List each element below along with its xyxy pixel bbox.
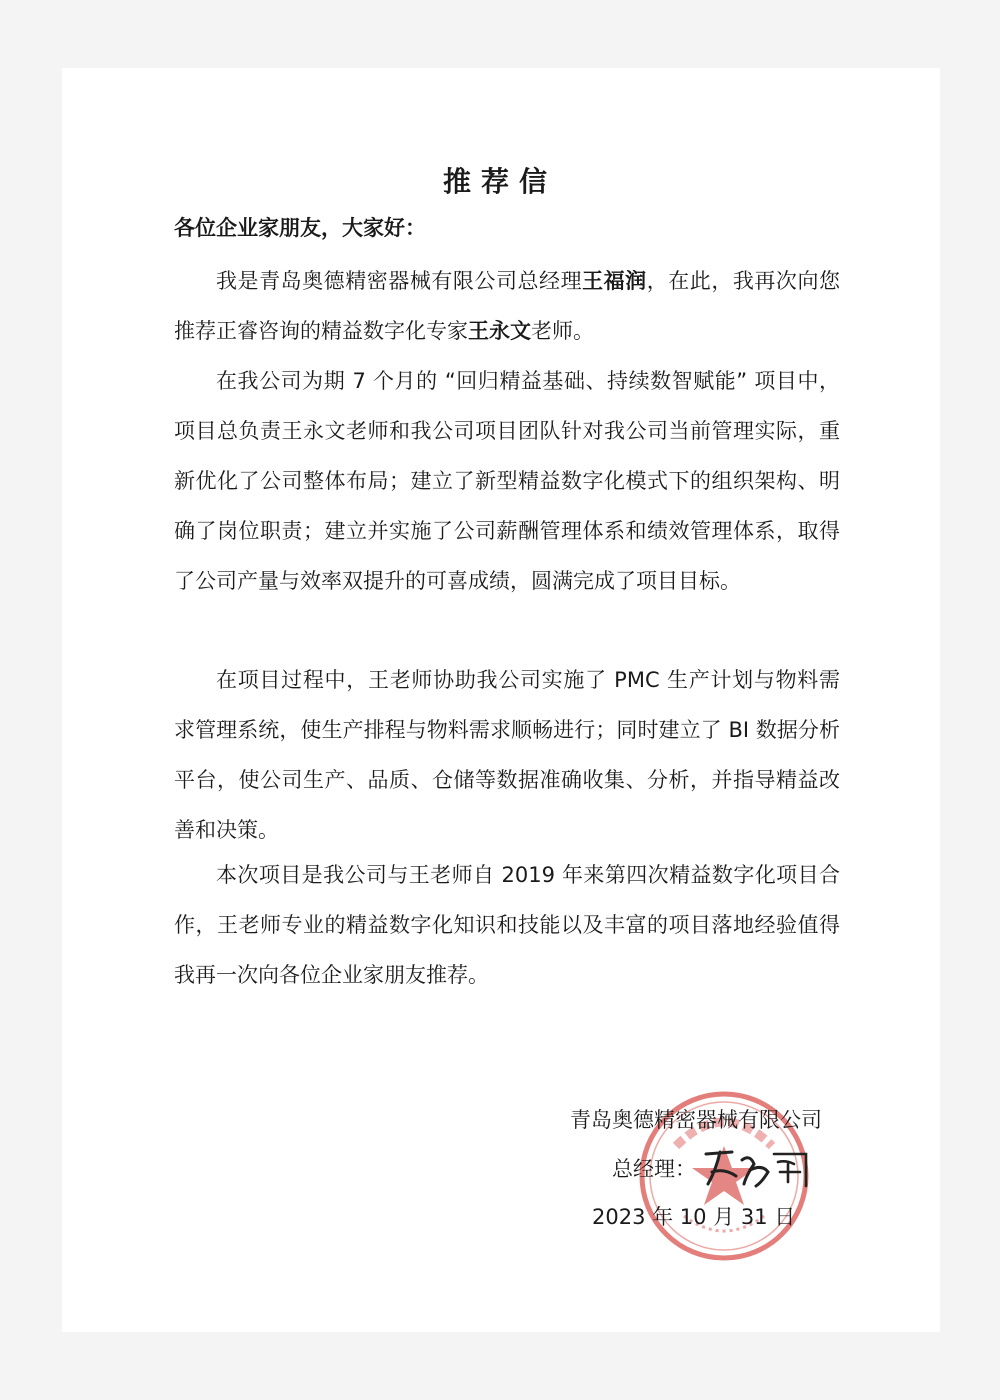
handwritten-signature-icon: [702, 1146, 814, 1190]
paragraph-systems: 在项目过程中，王老师协助我公司实施了 PMC 生产计划与物料需求管理系统，使生产排程与物料需求顺畅进行；同时建立了 BI 数据分析平台，使公司生产、品质、仓储等数据准确收集、分析，并指导精益改善和决策。: [174, 668, 840, 842]
intro-text-e: 老师。: [531, 319, 594, 343]
paragraph-intro: [174, 256, 840, 356]
expert-name: 王永文: [468, 319, 531, 343]
letter-title: 推荐信: [442, 165, 557, 198]
paragraph-recommendation: 本次项目是我公司与王老师自 2019 年来第四次精益数字化项目合作，王老师专业的精益数字化知识和技能以及丰富的项目落地经验值得我再一次向各位企业家朋友推荐。: [174, 863, 840, 987]
paragraph-project: 在我公司为期 7 个月的 “回归精益基础、持续数智赋能” 项目中，项目总负责王永文老师和我公司项目团队针对我公司当前管理实际，重新优化了公司整体布局；建立了新型精益数字化模式下的组织架构、明确了岗位职责；建立并实施了公司薪酬管理体系和绩效管理体系，取得了公司产量与效率双提升的可喜成绩，圆满完成了项目目标。: [174, 369, 840, 593]
signoff-date: 2023 年 10 月 31 日: [592, 1205, 796, 1229]
intro-text-c: ，在此，我再次向您推荐正睿咨询的精益数字化专家: [174, 269, 841, 343]
manager-name: 王福润: [582, 269, 647, 293]
signoff-role-label: 总经理：: [612, 1157, 696, 1181]
intro-text-a: 我是青岛奥德精密器械有限公司总经理: [216, 269, 583, 293]
letter-greeting: 各位企业家朋友，大家好：: [174, 216, 426, 240]
signoff-company: 青岛奥德精密器械有限公司: [570, 1108, 822, 1132]
